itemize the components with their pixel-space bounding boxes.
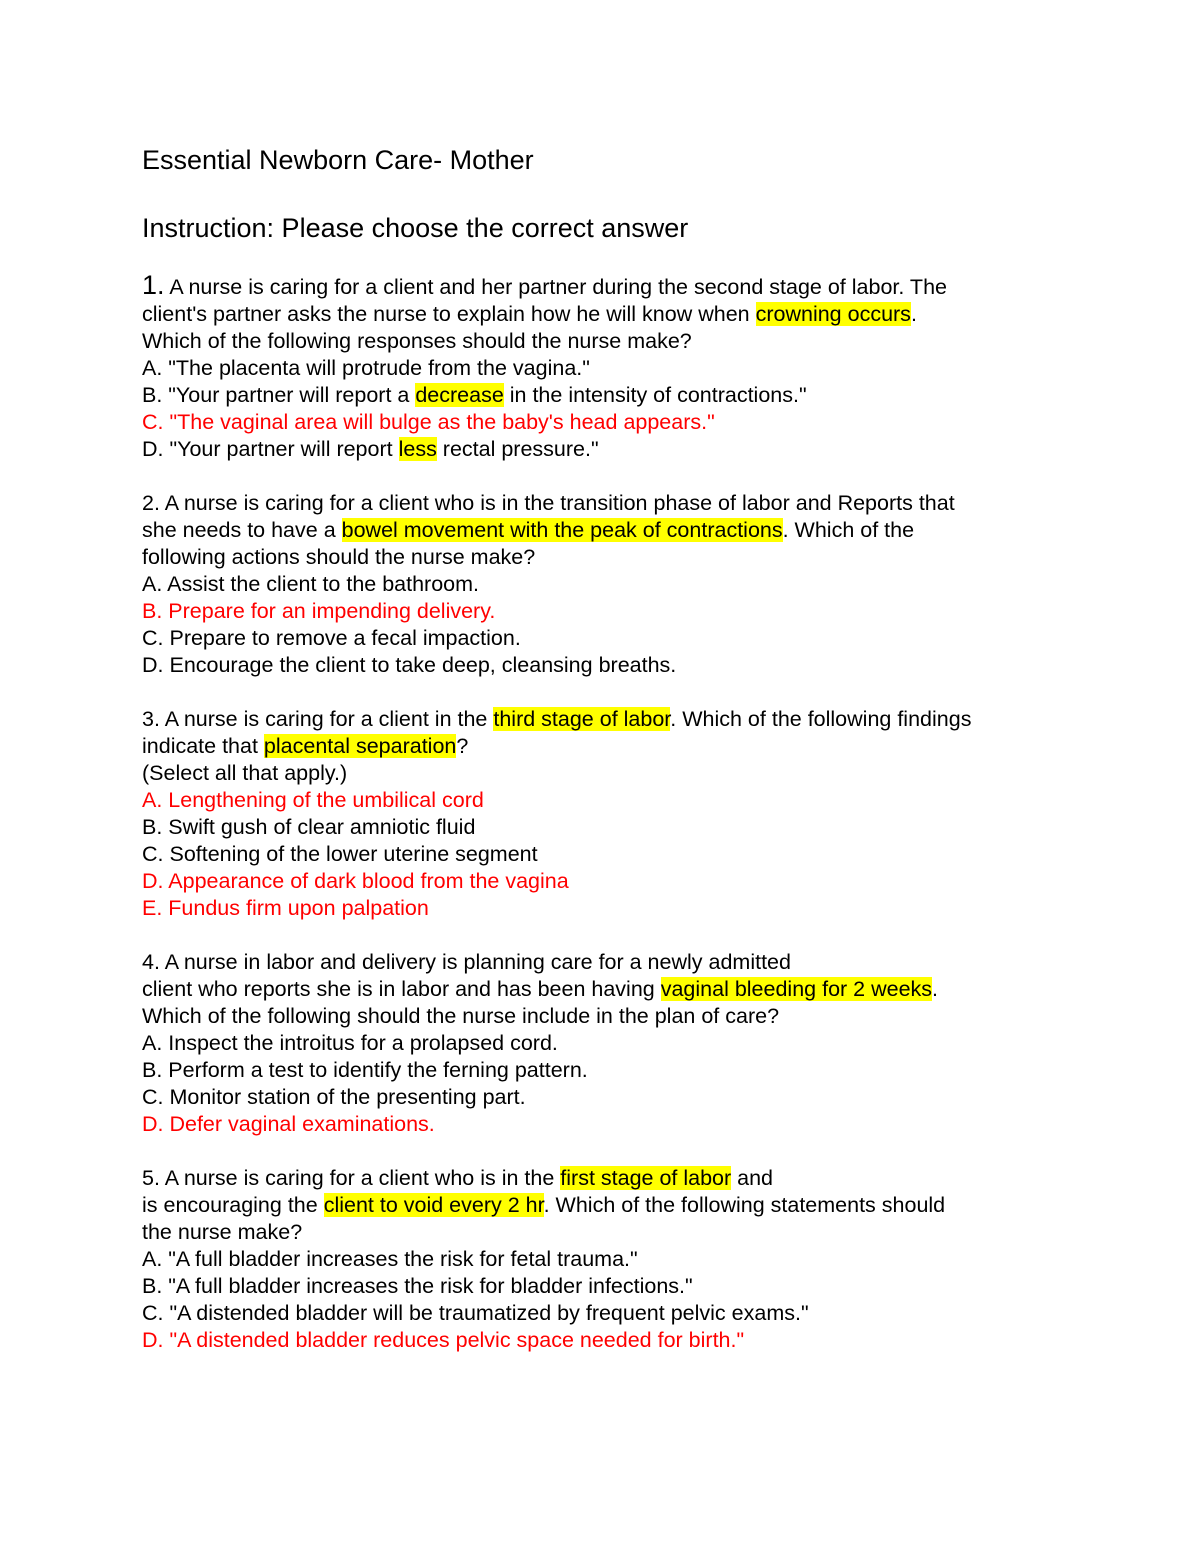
question-text: A nurse is caring for a client in the xyxy=(159,707,494,731)
question-stem-line xyxy=(142,328,1142,355)
question-3 xyxy=(142,706,1142,922)
question-stem-line xyxy=(142,1192,1142,1219)
option-text: D. Defer vaginal examinations. xyxy=(142,1112,435,1136)
question-stem-line xyxy=(142,1219,1142,1246)
question-stem-line xyxy=(142,544,1142,571)
question-text: ? xyxy=(456,734,469,758)
question-text: A nurse is caring for a client who is in the xyxy=(159,1166,561,1190)
question-text: client's partner asks the nurse to explain how he will know when xyxy=(142,302,756,326)
option-text: D. Encourage the client to take deep, cleansing breaths. xyxy=(142,653,677,677)
option-text: C. "A distended bladder will be traumatized by frequent pelvic exams." xyxy=(142,1301,809,1325)
document-page xyxy=(142,140,1142,1354)
question-stem-line xyxy=(142,760,1142,787)
question-text: following actions should the nurse make? xyxy=(142,545,536,569)
answer-option xyxy=(142,841,1142,868)
answer-option xyxy=(142,1273,1142,1300)
option-text: D. Appearance of dark blood from the vagina xyxy=(142,869,569,893)
option-text: D. "Your partner will report xyxy=(142,437,399,461)
instruction-text: Instruction: Please choose the correct answer xyxy=(142,213,689,243)
question-5 xyxy=(142,1165,1142,1354)
highlighted-text: vaginal bleeding for 2 weeks xyxy=(660,977,933,1001)
question-text: . Which of the xyxy=(782,518,915,542)
question-4 xyxy=(142,949,1142,1138)
option-text: C. Prepare to remove a fecal impaction. xyxy=(142,626,521,650)
question-text: A nurse is caring for a client who is in the transition phase of labor and Reports that xyxy=(159,491,955,515)
highlighted-text: decrease xyxy=(415,383,504,407)
question-text: Which of the following responses should the nurse make? xyxy=(142,329,692,353)
option-text: A. "The placenta will protrude from the vagina." xyxy=(142,356,590,380)
question-text: A nurse is caring for a client and her partner during the second stage of labor. The xyxy=(164,275,947,299)
question-stem-line xyxy=(142,272,1142,301)
answer-option xyxy=(142,1030,1142,1057)
question-number: 3. xyxy=(142,707,160,731)
question-stem-line xyxy=(142,733,1142,760)
option-text: B. "Your partner will report a xyxy=(142,383,416,407)
answer-option xyxy=(142,1246,1142,1273)
answer-option xyxy=(142,1057,1142,1084)
question-text: . Which of the following findings xyxy=(670,707,972,731)
option-text: D. "A distended bladder reduces pelvic space needed for birth." xyxy=(142,1328,745,1352)
question-text: client who reports she is in labor and has been having xyxy=(142,977,661,1001)
answer-option-correct xyxy=(142,895,1142,922)
question-text: . xyxy=(910,302,917,326)
question-stem-line xyxy=(142,301,1142,328)
answer-option-correct xyxy=(142,1111,1142,1138)
answer-option xyxy=(142,436,1142,463)
question-stem-line xyxy=(142,517,1142,544)
question-text: is encouraging the xyxy=(142,1193,324,1217)
answer-option xyxy=(142,625,1142,652)
option-text: C. Monitor station of the presenting part. xyxy=(142,1085,526,1109)
question-text: . Which of the following statements should xyxy=(543,1193,946,1217)
option-text: B. "A full bladder increases the risk for bladder infections." xyxy=(142,1274,693,1298)
option-text: rectal pressure." xyxy=(436,437,599,461)
question-2 xyxy=(142,490,1142,679)
answer-option-correct xyxy=(142,787,1142,814)
highlighted-text: less xyxy=(398,437,437,461)
question-number: 1. xyxy=(142,270,165,300)
answer-option-correct xyxy=(142,598,1142,625)
answer-option xyxy=(142,1084,1142,1111)
answer-option xyxy=(142,355,1142,382)
answer-option xyxy=(142,652,1142,679)
option-text: C. Softening of the lower uterine segment xyxy=(142,842,538,866)
question-1 xyxy=(142,272,1142,463)
question-number: 2. xyxy=(142,491,160,515)
option-text: C. "The vaginal area will bulge as the baby's head appears." xyxy=(142,410,715,434)
question-text: she needs to have a xyxy=(142,518,342,542)
answer-option xyxy=(142,571,1142,598)
highlighted-text: client to void every 2 hr xyxy=(323,1193,544,1217)
option-text: B. Prepare for an impending delivery. xyxy=(142,599,496,623)
highlighted-text: bowel movement with the peak of contractions xyxy=(341,518,783,542)
question-stem-line xyxy=(142,1165,1142,1192)
question-stem-line xyxy=(142,949,1142,976)
question-text: (Select all that apply.) xyxy=(142,761,348,785)
question-stem-line xyxy=(142,1003,1142,1030)
answer-option xyxy=(142,382,1142,409)
question-text: indicate that xyxy=(142,734,264,758)
option-text: B. Perform a test to identify the ferning pattern. xyxy=(142,1058,588,1082)
answer-option-correct xyxy=(142,868,1142,895)
option-text: A. Assist the client to the bathroom. xyxy=(142,572,480,596)
question-text: and xyxy=(731,1166,774,1190)
option-text: in the intensity of contractions." xyxy=(503,383,807,407)
option-text: E. Fundus firm upon palpation xyxy=(142,896,429,920)
answer-option-correct xyxy=(142,1327,1142,1354)
question-stem-line xyxy=(142,490,1142,517)
question-stem-line xyxy=(142,706,1142,733)
highlighted-text: third stage of labor xyxy=(493,707,671,731)
option-text: A. Inspect the introitus for a prolapsed cord. xyxy=(142,1031,558,1055)
answer-option-correct xyxy=(142,409,1142,436)
highlighted-text: first stage of labor xyxy=(560,1166,732,1190)
question-number: 4. xyxy=(142,950,160,974)
question-stem-line xyxy=(142,976,1142,1003)
answer-option xyxy=(142,1300,1142,1327)
question-text: . xyxy=(932,977,939,1001)
question-number: 5. xyxy=(142,1166,160,1190)
option-text: A. "A full bladder increases the risk for fetal trauma." xyxy=(142,1247,638,1271)
document-title: Essential Newborn Care- Mother xyxy=(142,145,534,175)
answer-option xyxy=(142,814,1142,841)
option-text: B. Swift gush of clear amniotic fluid xyxy=(142,815,476,839)
highlighted-text: crowning occurs xyxy=(755,302,911,326)
question-text: Which of the following should the nurse include in the plan of care? xyxy=(142,1004,780,1028)
question-text: A nurse in labor and delivery is planning care for a newly admitted xyxy=(159,950,791,974)
highlighted-text: placental separation xyxy=(263,734,457,758)
question-list xyxy=(142,272,1142,1354)
option-text: A. Lengthening of the umbilical cord xyxy=(142,788,484,812)
question-text: the nurse make? xyxy=(142,1220,303,1244)
